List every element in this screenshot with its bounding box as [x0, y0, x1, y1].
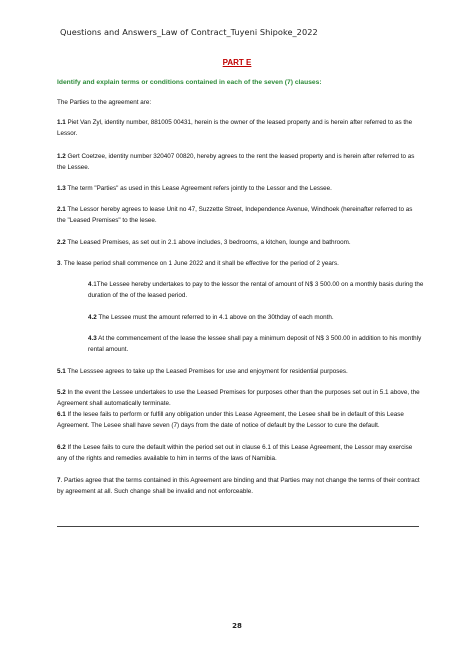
clause-1-1 [57, 117, 422, 139]
clause-text: In the event the Lessee undertakes to use the Leased Premises for purposes other than the purposes set out in 5.1 above, the Agreement shall automatically terminate. [57, 389, 420, 407]
clause-number: 1.3 [57, 185, 66, 192]
clause-number: 7 [57, 477, 61, 484]
clause-text: The term "Parties" as used in this Lease Agreement refers jointly to the Lessor and the Lessee. [65, 185, 332, 192]
clause-text: If the Lesee fails to cure the default within the period set out in clause 6.1 of this Lease Agreement, the Lessor may exercise any of the rights and remedies available to him in terms of the laws of Namibia. [57, 444, 413, 462]
clause-number: 6.2 [57, 444, 66, 451]
intro-paragraph: The Parties to the agreement are: [57, 99, 152, 106]
clause-5-2 [57, 387, 422, 409]
clause-number: 3 [57, 260, 61, 267]
clause-text: The Lesssee agrees to take up the Leased Premises for use and enjoyment for residential purposes. [65, 368, 348, 375]
clause-text: .1The Lessee hereby undertakes to pay to the lessor the rental of amount of N$ 3 500.00 on a monthly basis during the duration of the of the leased period. [88, 281, 424, 299]
clause-text: The Lessee must the amount referred to in 4.1 above on the 30thday of each month. [96, 314, 334, 321]
clause-text: Piet Van Zyl, identity number, 881005 00431, herein is the owner of the leased property and is herein after referred to as the Lessor. [57, 119, 413, 137]
clause-text: If the lesee fails to perform or fulfill any obligation under this Lease Agreement, the Lesee shall be in default of this Lease Agreement. The Lesee shall have seven (7) days from the date of notice of default by the Lessor to cure the default. [57, 411, 404, 429]
clause-1-3 [57, 183, 422, 194]
horizontal-divider [57, 526, 419, 527]
page-header: Questions and Answers_Law of Contract_Tuyeni Shipoke_2022 [60, 27, 318, 37]
clause-text: The Lessor hereby agrees to lease Unit no 47, Suzzette Street, Independence Avenue, Windhoek (hereinafter referred to as the "Leased Premises" to the lesee. [57, 206, 413, 224]
clause-1-2 [57, 151, 422, 173]
clause-number: 5.2 [57, 389, 66, 396]
clause-5-1 [57, 366, 422, 377]
clause-text: The Leased Premises, as set out in 2.1 above includes, 3 bedrooms, a kitchen, lounge and bathroom. [65, 239, 351, 246]
clause-text: Gert Coetzee, identity number 320407 00820, hereby agrees to the rent the leased property and is herein after referred to as the Lessee. [57, 153, 415, 171]
clause-text: At the commencement of the lease the lessee shall pay a minimum deposit of N$ 3 500.00 in addition to his monthly rental amount. [88, 335, 422, 353]
clause-6-2 [57, 442, 422, 464]
clause-4-2 [88, 312, 424, 323]
clause-6-1 [57, 409, 422, 431]
clause-2-2 [57, 237, 422, 248]
section-instruction: Identify and explain terms or conditions contained in each of the seven (7) clauses: [57, 79, 322, 86]
clause-number: 4.2 [88, 314, 97, 321]
clause-number: 5.1 [57, 368, 66, 375]
clause-number: 1.2 [57, 153, 66, 160]
part-title: PART E [222, 58, 252, 67]
page-number: 28 [232, 622, 242, 630]
clause-7 [57, 475, 422, 497]
clause-number: 2.1 [57, 206, 66, 213]
clause-2-1 [57, 204, 422, 226]
clause-number: 2.2 [57, 239, 66, 246]
clause-4-1 [88, 279, 424, 301]
clause-number: 6.1 [57, 411, 66, 418]
clause-text: . The lease period shall commence on 1 June 2022 and it shall be effective for the period of 2 years. [60, 260, 339, 267]
clause-text: . Parties agree that the terms contained in this Agreement are binding and that Parties may not change the terms of their contract by agreement at all. Such change shall be invalid and not enforceable. [57, 477, 420, 495]
clause-3 [57, 258, 422, 269]
clause-4-3 [88, 333, 424, 355]
clause-number: 4 [88, 281, 92, 288]
clause-number: 4.3 [88, 335, 97, 342]
clause-number: 1.1 [57, 119, 66, 126]
